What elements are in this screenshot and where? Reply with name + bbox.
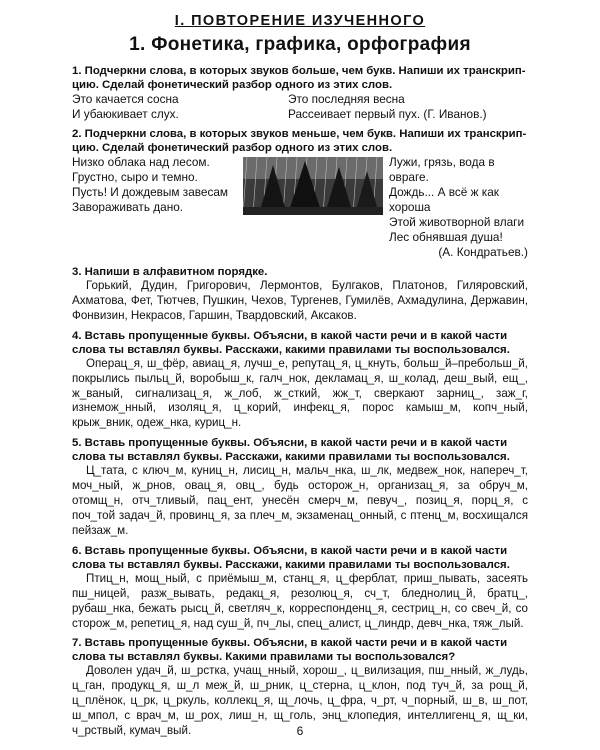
poem-line: Завораживать дано. (72, 200, 184, 214)
poem-line: Это последняя весна (288, 92, 405, 106)
poem-line: Лес обнявшая душа! (389, 230, 503, 244)
task-6-instruction: 6. Вставь пропущенные буквы. Объясни, в какой части речи и в какой части слова ты вставлял буквы. Расскажи, какими правилами ты воспользовался. (72, 544, 510, 571)
task-7-instruction: 7. Вставь пропущенные буквы. Объясни, в какой части речи и в какой части слова ты вставлял буквы. Какими правилами ты воспользовался? (72, 637, 508, 664)
poem-line: Низко облака над лесом. (72, 155, 210, 169)
forest-illustration (243, 157, 383, 215)
task-4 (72, 329, 528, 432)
task-6 (72, 544, 528, 632)
chapter-title: 1. Фонетика, графика, орфография (129, 34, 471, 55)
task-2-instruction: 2. Подчеркни слова, в которых звуков меньше, чем букв. Напиши их транскрип-цию. Сделай фонетический разбор одного из этих слов. (72, 128, 527, 154)
poem-line: И убаюкивает слух. (72, 107, 179, 121)
task-4-instruction: 4. Вставь пропущенные буквы. Объясни, в какой части речи и в какой части слова ты вставлял буквы. Расскажи, какими правилами ты воспользовался. (72, 329, 510, 356)
task-5-instruction: 5. Вставь пропущенные буквы. Объясни, в какой части речи и в какой части слова ты вставлял буквы. Расскажи, какими правилами ты воспользовался. (72, 437, 510, 464)
page-number: 6 (296, 724, 304, 738)
poem-line: Грустно, сыро и темно. (72, 170, 198, 184)
task-5 (72, 436, 528, 539)
task-1 (72, 64, 528, 122)
poem-line: Пусть! И дождевым завесам (72, 185, 229, 199)
task-5-body: Ц_тата, с ключ_м, куниц_н, лисиц_н, мальч_нка, ш_лк, медвеж_нок, напереч_т, моч_ный, ж_рнов, овац_я, овц_, будь осторож_н, организац_я, за обруч_м, отомщ_н, отч_тливый, пац_ент, унесён смерч_м, певуч_, позиц_я, порц_я, с поч_той задач_й, провинц_я, за плеч_м, экзаменац_онный, с птенц_м, восхищался пейзаж_м. (72, 464, 528, 537)
forest-rain-image (243, 157, 383, 215)
poem-line: Этой животворной влаги (389, 215, 525, 229)
task-1-poem (72, 92, 528, 122)
task-3 (72, 265, 528, 324)
task-4-body: Операц_я, ш_фёр, авиац_я, лучш_е, репутац_я, ц_кнуть, больш_й–пребольш_й, покрылись пыльц_й, воробыш_к, галч_нок, декламац_я, ш_колад, деш_вый, ещ_, ж_ваный, сигнализац_я, ж_лоб, ж_сткий, жж_т, сверкают зарниц_, заж_г, изнемож_нный, изоляц_я, ц_корий, инфекц_я, порос камыш_м, копч_ный, крыж_вник, одеж_нка, куриц_н. (72, 356, 528, 430)
task-7-body: Доволен удач_й, ш_рстка, учащ_нный, хорош_, ц_вилизация, пш_нный, ж_лудь, ц_ган, продукц_я, ш_л меж_й, ш_рник, ц_стерна, ц_клон, под туч_й, за рощ_й, ц_плёнок, ц_рк, ц_ркуль, коллекц_я, щ_лочь, ц_фра, ч_рт, ч_порный, ш_в, ш_пот, ш_мпол, с врач_м, ш_рох, лиш_н, щ_голь, энц_клопедия, интеллигенц_я, щ_ки, ч_рствый, кумач_вый. (72, 664, 528, 738)
task-2-poem (72, 155, 528, 245)
section-title: I. ПОВТОРЕНИЕ ИЗУЧЕННОГО (174, 13, 426, 29)
poem-line: Рассеивает первый пух. (Г. Иванов.) (288, 107, 487, 121)
poem-line: Это качается сосна (72, 92, 179, 106)
poem-line: Дождь... А всё ж как хороша (389, 185, 499, 214)
task-2 (72, 127, 528, 260)
poem-line: Лужи, грязь, вода в овраге. (389, 155, 495, 184)
poem-author: (А. Кондратьев.) (438, 245, 528, 259)
task-3-instruction: 3. Напиши в алфавитном порядке. (72, 266, 268, 278)
task-6-body: Птиц_н, мощ_ный, с приёмыш_м, станц_я, ц_ферблат, приш_пывать, засеять пш_ницей, разж_вывать, редакц_я, резолюц_я, сч_т, бледнолиц_й, братц_, рубаш_нка, бежать рысц_й, светляч_к, корреспонденц_я, сестриц_н, со свеч_й, со сторож_м, репетиц_я, над суш_й, пч_лы, спец_алист, ц_линдр, девч_нка, тяж_лый. (72, 571, 528, 630)
task-1-instruction: 1. Подчеркни слова, в которых звуков больше, чем букв. Напиши их транскрип-цию. Сделай фонетический разбор одного из этих слов. (72, 65, 526, 91)
task-3-body: Горький, Дудин, Григорович, Лермонтов, Булгаков, Платонов, Гиляровский, Ахматова, Фет, Тютчев, Пушкин, Чехов, Тургенев, Гумилёв, Ахмадулина, Державин, Фонвизин, Некрасов, Гаршин, Твардовский, Аксаков. (72, 279, 528, 322)
